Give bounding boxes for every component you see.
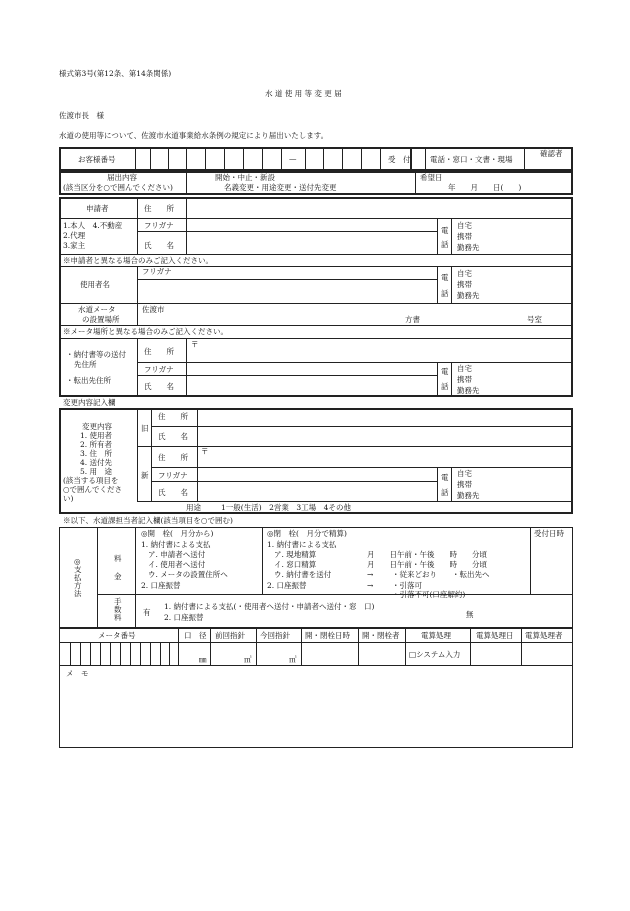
send-phone-mobile: 携帯: [457, 375, 472, 384]
change-section-title: 変更内容記入欄: [63, 398, 116, 407]
applicant-type-2: 2.代理: [63, 231, 86, 240]
meter-location-label-2: の設置場所: [82, 315, 120, 324]
unit-m3-prev: ㎥: [244, 655, 252, 664]
header-system-process: 電算処理: [421, 631, 451, 640]
reception-methods: 電話・窓口・文書・現場: [430, 155, 513, 164]
customer-number-label: お客様番号: [78, 155, 116, 164]
change-usage-label: 用途: [186, 503, 201, 512]
close-item-2: ア. 現地精算: [274, 550, 317, 559]
change-old-label: 旧: [141, 424, 149, 433]
pay-method-label-2: 支: [74, 565, 82, 574]
close-valve-title: ◎閉 栓( 月分で精算): [267, 529, 347, 538]
applicant-address-label: 住 所: [144, 204, 174, 213]
open-item-5: 2. 口座振替: [141, 581, 181, 590]
header-valve-operator: 開・閉栓者: [362, 631, 400, 640]
send-postal-mark: 〒: [191, 340, 199, 349]
change-item-2: 2. 所有者: [80, 440, 113, 449]
fee-label-2: 金: [114, 572, 122, 581]
accept-datetime-label: 受付日時: [534, 529, 564, 538]
applicant-label: 申請者: [86, 204, 109, 213]
applicant-phone-mobile: 携帯: [457, 232, 472, 241]
form-title: 水 道 使 用 等 変 更 届: [265, 89, 342, 98]
close-option-1: ・従来どおり ・転出先へ: [392, 570, 490, 579]
user-phone-label-1: 電: [441, 273, 449, 282]
change-phone-mobile: 携帯: [457, 480, 472, 489]
close-item-5: 2. 口座振替: [267, 581, 307, 590]
open-item-2: ア. 申請者へ送付: [148, 550, 206, 559]
change-item-1: 1. 使用者: [80, 431, 113, 440]
change-hint-2: ○で囲んでくださ: [63, 485, 123, 494]
notice-content-hint: (該当区分を○で囲んでください): [63, 183, 173, 192]
header-meter-number: メータ番号: [98, 631, 136, 640]
send-address-label-1: ・納付書等の送付: [66, 350, 126, 359]
header-valve-datetime: 開・閉栓日時: [305, 631, 350, 640]
change-item-4: 4. 送付先: [80, 458, 113, 467]
close-arrow-2: →: [367, 581, 374, 590]
applicant-phone-work: 勤務先: [457, 243, 480, 252]
pay-method-label-1: ◎: [74, 557, 81, 566]
user-furigana-label: フリガナ: [142, 267, 172, 276]
confirmer-label: 確認者: [540, 149, 563, 158]
change-new-furigana-label: フリガナ: [158, 471, 188, 480]
open-item-4: ウ. メータの設置住所へ: [148, 570, 228, 579]
change-usage-options: 1一般(生活) 2営業 3工場 4その他: [221, 503, 351, 512]
applicant-phone-label-2: 話: [441, 240, 449, 249]
handling-fee-label-1: 手: [114, 597, 122, 606]
change-new-postal-mark: 〒: [201, 447, 209, 456]
change-new-address-label: 住 所: [158, 453, 188, 462]
send-phone-label-2: 話: [441, 382, 449, 391]
send-phone-label-1: 電: [441, 367, 449, 376]
user-phone-home: 自宅: [457, 269, 472, 278]
change-new-label: 新: [141, 471, 149, 480]
meter-city: 佐渡市: [142, 305, 165, 314]
send-address-label-2: 先住所: [74, 360, 97, 369]
unit-m3-curr: ㎥: [289, 655, 297, 664]
applicant-type-3: 3.家主: [63, 241, 86, 250]
system-input-checkbox[interactable]: □システム入力: [409, 650, 461, 659]
change-new-name-label: 氏 名: [158, 488, 188, 497]
change-phone-home: 自宅: [457, 469, 472, 478]
close-time-2: 月 日午前・午後 時 分頃: [367, 560, 487, 569]
handling-fee-yes: 有: [143, 608, 151, 617]
meter-note: ※メータ場所と異なる場合のみご記入ください。: [63, 327, 228, 336]
applicant-type-1: 1.本人 4.不動産: [63, 221, 123, 230]
memo-box[interactable]: [59, 665, 573, 748]
change-old-name-label: 氏 名: [158, 432, 188, 441]
notice-types-1: 開始・中止・新設: [215, 173, 275, 182]
notice-content-label: 届出内容: [107, 173, 137, 182]
close-option-3: ・引落不可(口座解約): [392, 590, 466, 599]
change-phone-label-1: 電: [441, 473, 449, 482]
user-phone-mobile: 携帯: [457, 280, 472, 289]
header-prev-reading: 前回指針: [215, 631, 245, 640]
addressee: 佐渡市長 様: [59, 111, 104, 120]
meter-location-label-1: 水道メータ: [78, 305, 116, 314]
header-caliber: 口 径: [184, 631, 207, 640]
handling-fee-label-3: 料: [114, 613, 122, 622]
close-item-3: イ. 窓口精算: [274, 560, 317, 569]
handling-fee-label-2: 数: [114, 605, 122, 614]
pay-method-label-3: 払: [74, 573, 82, 582]
unit-mm: ㎜: [199, 655, 207, 664]
change-content-label: 変更内容: [82, 422, 112, 431]
close-time-1: 月 日午前・午後 時 分頃: [367, 550, 487, 559]
user-phone-label-2: 話: [441, 289, 449, 298]
change-item-3: 3. 住 所: [80, 449, 113, 458]
form-number: 様式第3号(第12条、第14条関係): [59, 69, 172, 78]
pay-method-label-4: 方: [74, 581, 82, 590]
close-option-2: ・引落可: [392, 581, 422, 590]
change-hint-1: (該当する項目を: [63, 476, 119, 485]
reception-label: 受 付: [388, 155, 411, 164]
user-name-label: 使用者名: [80, 280, 110, 289]
customer-number-dash: —: [289, 154, 297, 163]
pay-method-label-5: 法: [74, 589, 82, 598]
user-note: ※申請者と異なる場合のみご記入ください。: [63, 256, 213, 265]
handling-fee-option-2: 2. 口座振替: [164, 613, 204, 622]
close-item-4: ウ. 納付書を送付: [274, 570, 332, 579]
header-system-date: 電算処理日: [476, 631, 514, 640]
fee-label-1: 料: [114, 554, 122, 563]
desired-date-format: 年 月 日( ): [448, 183, 522, 192]
open-item-1: 1. 納付書による支払: [141, 540, 211, 549]
notice-types-2: 名義変更・用途変更・送付先変更: [224, 183, 337, 192]
applicant-phone-label-1: 電: [441, 226, 449, 235]
applicant-name-label: 氏 名: [144, 241, 174, 250]
meter-room-label: 号室: [527, 315, 542, 324]
desired-date-label: 希望日: [420, 173, 443, 182]
change-item-5: 5. 用 途: [80, 467, 113, 476]
handling-fee-no: 無: [466, 610, 474, 619]
send-phone-home: 自宅: [457, 364, 472, 373]
send-furigana-label: フリガナ: [144, 365, 174, 374]
change-phone-work: 勤務先: [457, 491, 480, 500]
applicant-phone-home: 自宅: [457, 221, 472, 230]
transfer-address-label: ・転出先住所: [66, 376, 111, 385]
change-old-address-label: 住 所: [158, 412, 188, 421]
send-address-label: 住 所: [144, 347, 174, 356]
user-phone-work: 勤務先: [457, 291, 480, 300]
close-arrow-1: →: [367, 570, 374, 579]
meter-apt-label: 方書: [405, 315, 420, 324]
applicant-furigana-label: フリガナ: [144, 221, 174, 230]
memo-label: メ モ: [66, 669, 89, 678]
change-phone-label-2: 話: [441, 488, 449, 497]
open-item-3: イ. 使用者へ送付: [148, 560, 206, 569]
change-hint-3: い): [63, 494, 74, 503]
header-curr-reading: 今回指針: [260, 631, 290, 640]
intro-text: 水道の使用等について、佐渡市水道事業給水条例の規定により届出いたします。: [59, 131, 329, 140]
staff-section-title: ※以下、水道課担当者記入欄(該当項目を○で囲む): [63, 516, 233, 525]
handling-fee-option-1: 1. 納付書による支払(・使用者へ送付・申請者へ送付・窓 口): [164, 602, 375, 611]
send-name-label: 氏 名: [144, 382, 174, 391]
header-system-operator: 電算処理者: [525, 631, 563, 640]
open-valve-title: ◎開 栓( 月分から): [141, 529, 214, 538]
close-item-1: 1. 納付書による支払: [267, 540, 337, 549]
send-phone-work: 勤務先: [457, 386, 480, 395]
